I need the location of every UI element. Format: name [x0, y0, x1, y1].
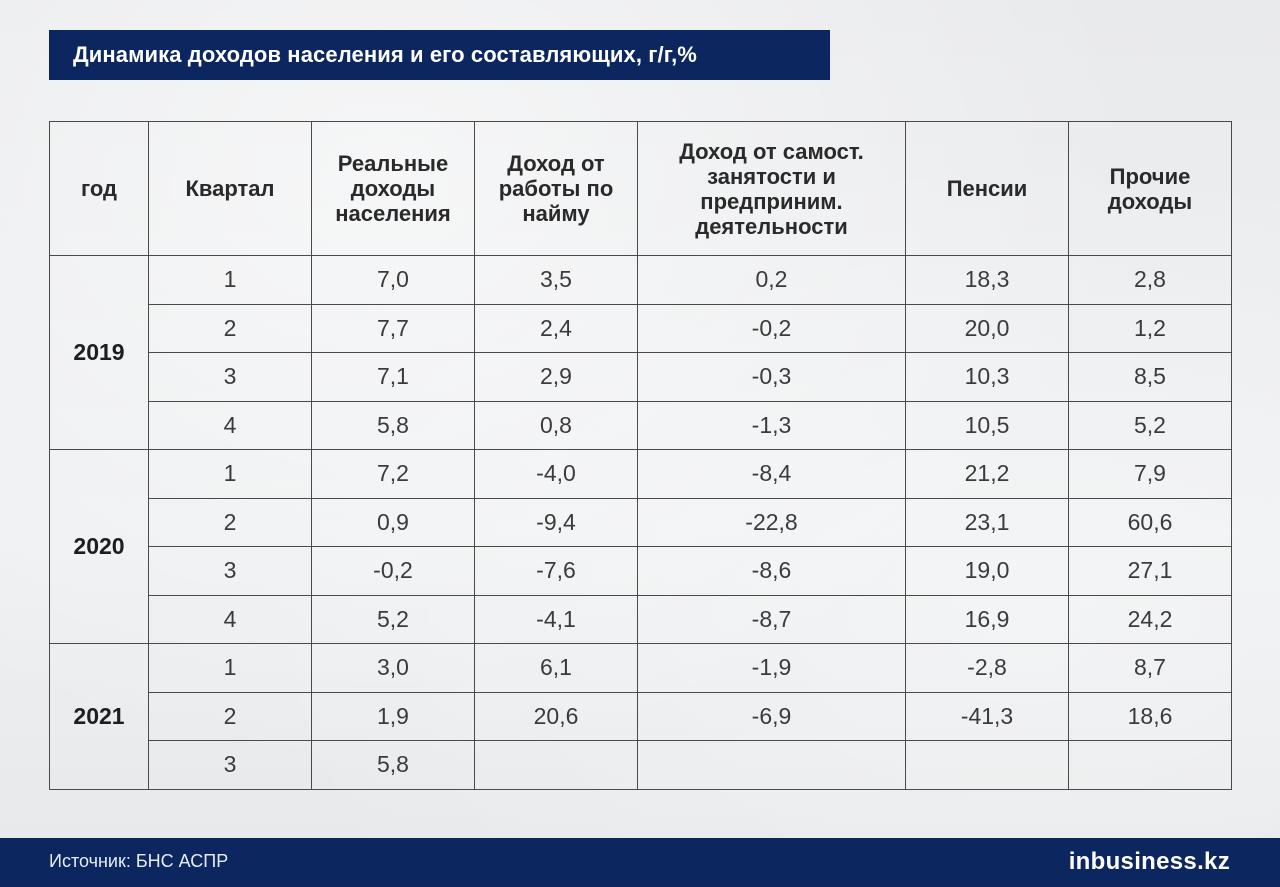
cell-self-employment: [638, 741, 906, 790]
chart-title: [49, 30, 830, 80]
cell-wage-income: 2,4: [475, 304, 638, 353]
cell-other-income: 7,9: [1069, 450, 1232, 499]
logo-prefix: in: [1068, 848, 1091, 875]
cell-self-employment: -8,4: [638, 450, 906, 499]
year-cell: 2019: [50, 256, 149, 450]
table-row: [50, 741, 1232, 790]
cell-pensions: 23,1: [906, 498, 1069, 547]
table-body: [50, 256, 1232, 790]
cell-self-employment: -22,8: [638, 498, 906, 547]
cell-wage-income: 20,6: [475, 692, 638, 741]
header-other-income-label: Прочие доходы: [1107, 163, 1193, 214]
cell-pensions: 20,0: [906, 304, 1069, 353]
header-self-employment: [638, 122, 906, 256]
header-year: год: [50, 122, 149, 256]
header-pensions: Пенсии: [906, 122, 1069, 256]
cell-other-income: 18,6: [1069, 692, 1232, 741]
table-row: [50, 304, 1232, 353]
table-row: [50, 595, 1232, 644]
header-quarter: Квартал: [149, 122, 312, 256]
cell-wage-income: 6,1: [475, 644, 638, 693]
year-cell: 2020: [50, 450, 149, 644]
cell-pensions: 18,3: [906, 256, 1069, 305]
cell-quarter: 3: [149, 741, 312, 790]
table-row: [50, 256, 1232, 305]
cell-wage-income: -7,6: [475, 547, 638, 596]
table-row: [50, 692, 1232, 741]
cell-pensions: -2,8: [906, 644, 1069, 693]
cell-quarter: 1: [149, 644, 312, 693]
cell-other-income: 1,2: [1069, 304, 1232, 353]
header-self-employment-label: Доход от самост. занятости и предприним. деятельности: [679, 138, 864, 239]
header-wage-income: [475, 122, 638, 256]
table-row: [50, 450, 1232, 499]
cell-other-income: 5,2: [1069, 401, 1232, 450]
table-row: [50, 353, 1232, 402]
cell-wage-income: -9,4: [475, 498, 638, 547]
cell-self-employment: -0,3: [638, 353, 906, 402]
header-other-income: [1069, 122, 1232, 256]
cell-pensions: 19,0: [906, 547, 1069, 596]
cell-self-employment: -8,6: [638, 547, 906, 596]
cell-pensions: 16,9: [906, 595, 1069, 644]
cell-pensions: 21,2: [906, 450, 1069, 499]
cell-quarter: 2: [149, 498, 312, 547]
header-wage-income-label: Доход от работы по найму: [498, 151, 614, 226]
cell-real-income: 7,2: [312, 450, 475, 499]
cell-self-employment: -0,2: [638, 304, 906, 353]
chart-title-text: Динамика доходов населения и его составляющих, г/г,%: [73, 42, 697, 67]
cell-self-employment: -6,9: [638, 692, 906, 741]
cell-other-income: 8,7: [1069, 644, 1232, 693]
header-real-income: [312, 122, 475, 256]
table-header-row: [50, 122, 1232, 256]
cell-real-income: 7,1: [312, 353, 475, 402]
cell-quarter: 2: [149, 692, 312, 741]
header-real-income-label: Реальные доходы населения: [335, 151, 451, 226]
cell-quarter: 1: [149, 256, 312, 305]
cell-real-income: -0,2: [312, 547, 475, 596]
logo-main: business.kz: [1090, 848, 1230, 875]
cell-pensions: 10,5: [906, 401, 1069, 450]
table-row: [50, 401, 1232, 450]
cell-quarter: 1: [149, 450, 312, 499]
cell-quarter: 3: [149, 353, 312, 402]
cell-self-employment: -1,9: [638, 644, 906, 693]
table-row: [50, 498, 1232, 547]
cell-other-income: 2,8: [1069, 256, 1232, 305]
source-note: Источник: БНС АСПР: [49, 851, 229, 871]
cell-pensions: 10,3: [906, 353, 1069, 402]
income-table: [49, 121, 1232, 790]
cell-other-income: 60,6: [1069, 498, 1232, 547]
cell-wage-income: -4,0: [475, 450, 638, 499]
cell-quarter: 4: [149, 401, 312, 450]
cell-other-income: 27,1: [1069, 547, 1232, 596]
inbusiness-logo: [1069, 848, 1230, 876]
cell-quarter: 2: [149, 304, 312, 353]
cell-other-income: [1069, 741, 1232, 790]
table-row: [50, 644, 1232, 693]
cell-wage-income: -4,1: [475, 595, 638, 644]
cell-real-income: 3,0: [312, 644, 475, 693]
year-cell: 2021: [50, 644, 149, 790]
cell-self-employment: 0,2: [638, 256, 906, 305]
cell-real-income: 1,9: [312, 692, 475, 741]
cell-other-income: 8,5: [1069, 353, 1232, 402]
footer-bar: [0, 838, 1280, 887]
cell-real-income: 0,9: [312, 498, 475, 547]
cell-real-income: 5,8: [312, 741, 475, 790]
cell-wage-income: 2,9: [475, 353, 638, 402]
cell-pensions: -41,3: [906, 692, 1069, 741]
cell-real-income: 5,2: [312, 595, 475, 644]
cell-wage-income: 3,5: [475, 256, 638, 305]
cell-quarter: 3: [149, 547, 312, 596]
table-row: [50, 547, 1232, 596]
cell-quarter: 4: [149, 595, 312, 644]
cell-real-income: 7,0: [312, 256, 475, 305]
cell-wage-income: 0,8: [475, 401, 638, 450]
cell-real-income: 7,7: [312, 304, 475, 353]
cell-self-employment: -8,7: [638, 595, 906, 644]
cell-wage-income: [475, 741, 638, 790]
cell-self-employment: -1,3: [638, 401, 906, 450]
cell-other-income: 24,2: [1069, 595, 1232, 644]
cell-pensions: [906, 741, 1069, 790]
cell-real-income: 5,8: [312, 401, 475, 450]
